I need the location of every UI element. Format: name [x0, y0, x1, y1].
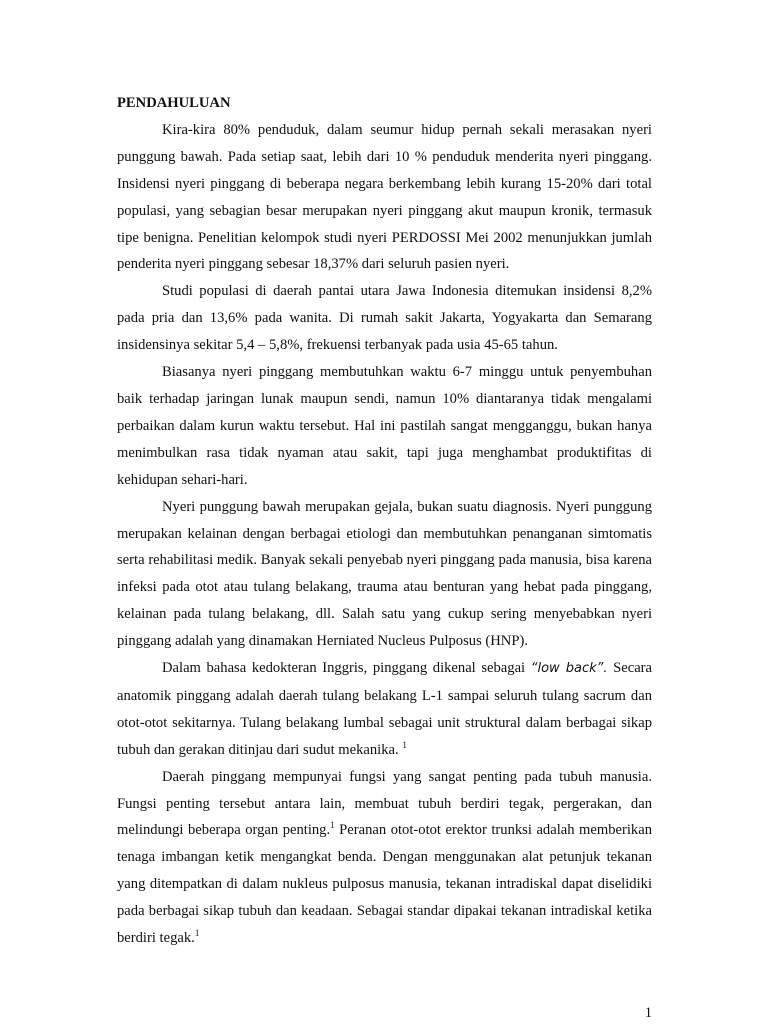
page-number: 1 — [644, 1005, 652, 1021]
paragraph-symptom-causes: Nyeri punggung bawah merupakan gejala, bukan suatu diagnosis. Nyeri punggung merupakan kelainan dengan berbagai etiologi dan membutuhkan penanganan simtomatis serta rehabilitasi medik. Banyak sekali penyebab nyeri pinggang pada manusia, bisa karena infeksi pada otot atau tulang belakang, trauma atau benturan yang hebat pada pinggang, kelainan pada tulang belakang, dll. Salah satu yang cukup sering menyebabkan nyeri pinggang adalah yang dinamakan Herniated Nucleus Pulposus (HNP). — [117, 498, 652, 650]
document-body — [117, 90, 652, 952]
paragraph-function-text-1: Daerah pinggang mempunyai fungsi yang sangat penting pada tubuh manusia. Fungsi penting tersebut antara lain, membuat tubuh berdiri tegak, pergerakan, dan melindungi beberapa organ penting. — [117, 768, 652, 839]
section-heading: PENDAHULUAN — [117, 95, 231, 111]
paragraph-anatomy — [117, 655, 652, 764]
paragraph-healing-time: Biasanya nyeri pinggang membutuhkan waktu 6-7 minggu untuk penyembuhan baik terhadap jaringan lunak maupun sendi, namun 10% diantaranya tidak mengalami perbaikan dalam kurun waktu tersebut. Hal ini pastilah sangat mengganggu, bukan hanya menimbulkan rasa tidak nyaman atau sakit, tapi juga menghambat produktifitas di kehidupan sehari-hari. — [117, 364, 652, 488]
reference-marker: 1 — [330, 820, 335, 831]
paragraph-population-study: Studi populasi di daerah pantai utara Jawa Indonesia ditemukan insidensi 8,2% pada pria dan 13,6% pada wanita. Di rumah sakit Jakarta, Yogyakarta dan Semarang insidensinya sekitar 5,4 – 5,8%, frekuensi terbanyak pada usia 45-65 tahun. — [117, 283, 652, 354]
paragraph-anatomy-text-1: Dalam bahasa kedokteran Inggris, pinggang dikenal sebagai — [162, 660, 531, 677]
reference-marker: 1 — [402, 739, 407, 750]
paragraph-prevalence: Kira-kira 80% penduduk, dalam seumur hidup pernah sekali merasakan nyeri punggung bawah. Pada setiap saat, lebih dari 10 % penduduk menderita nyeri pinggang. Insidensi nyeri pinggang di beberapa negara berkembang lebih kurang 15-20% dari total populasi, yang sebagian besar merupakan nyeri pinggang akut maupun kronik, termasuk tipe benigna. Penelitian kelompok studi nyeri PERDOSSI Mei 2002 menunjukkan jumlah penderita nyeri pinggang sebesar 18,37% dari seluruh pasien nyeri. — [117, 121, 652, 273]
paragraph-function-text-2: Peranan otot-otot erektor trunksi adalah memberikan tenaga imbangan ketik mengangkat benda. Dengan menggunakan alat petunjuk tekanan yang ditempatkan di dalam nukleus pulposus manusia, tekanan intradiskal dapat diselidiki pada berbagai sikap tubuh dan keadaan. Sebagai standar dipakai tekanan intradiskal ketika berdiri tegak. — [117, 822, 652, 947]
reference-marker: 1 — [194, 928, 200, 939]
low-back-term: “low back”. — [530, 661, 608, 677]
paragraph-function — [117, 764, 652, 952]
paragraph-anatomy-text-2: Secara anatomik pinggang adalah daerah tulang belakang L-1 sampai seluruh tulang sacrum dan otot-otot sekitarnya. Tulang belakang lumbal sebagai unit struktural dalam berbagai sikap tubuh dan gerakan ditinjau dari sudut mekanika. — [117, 660, 653, 758]
